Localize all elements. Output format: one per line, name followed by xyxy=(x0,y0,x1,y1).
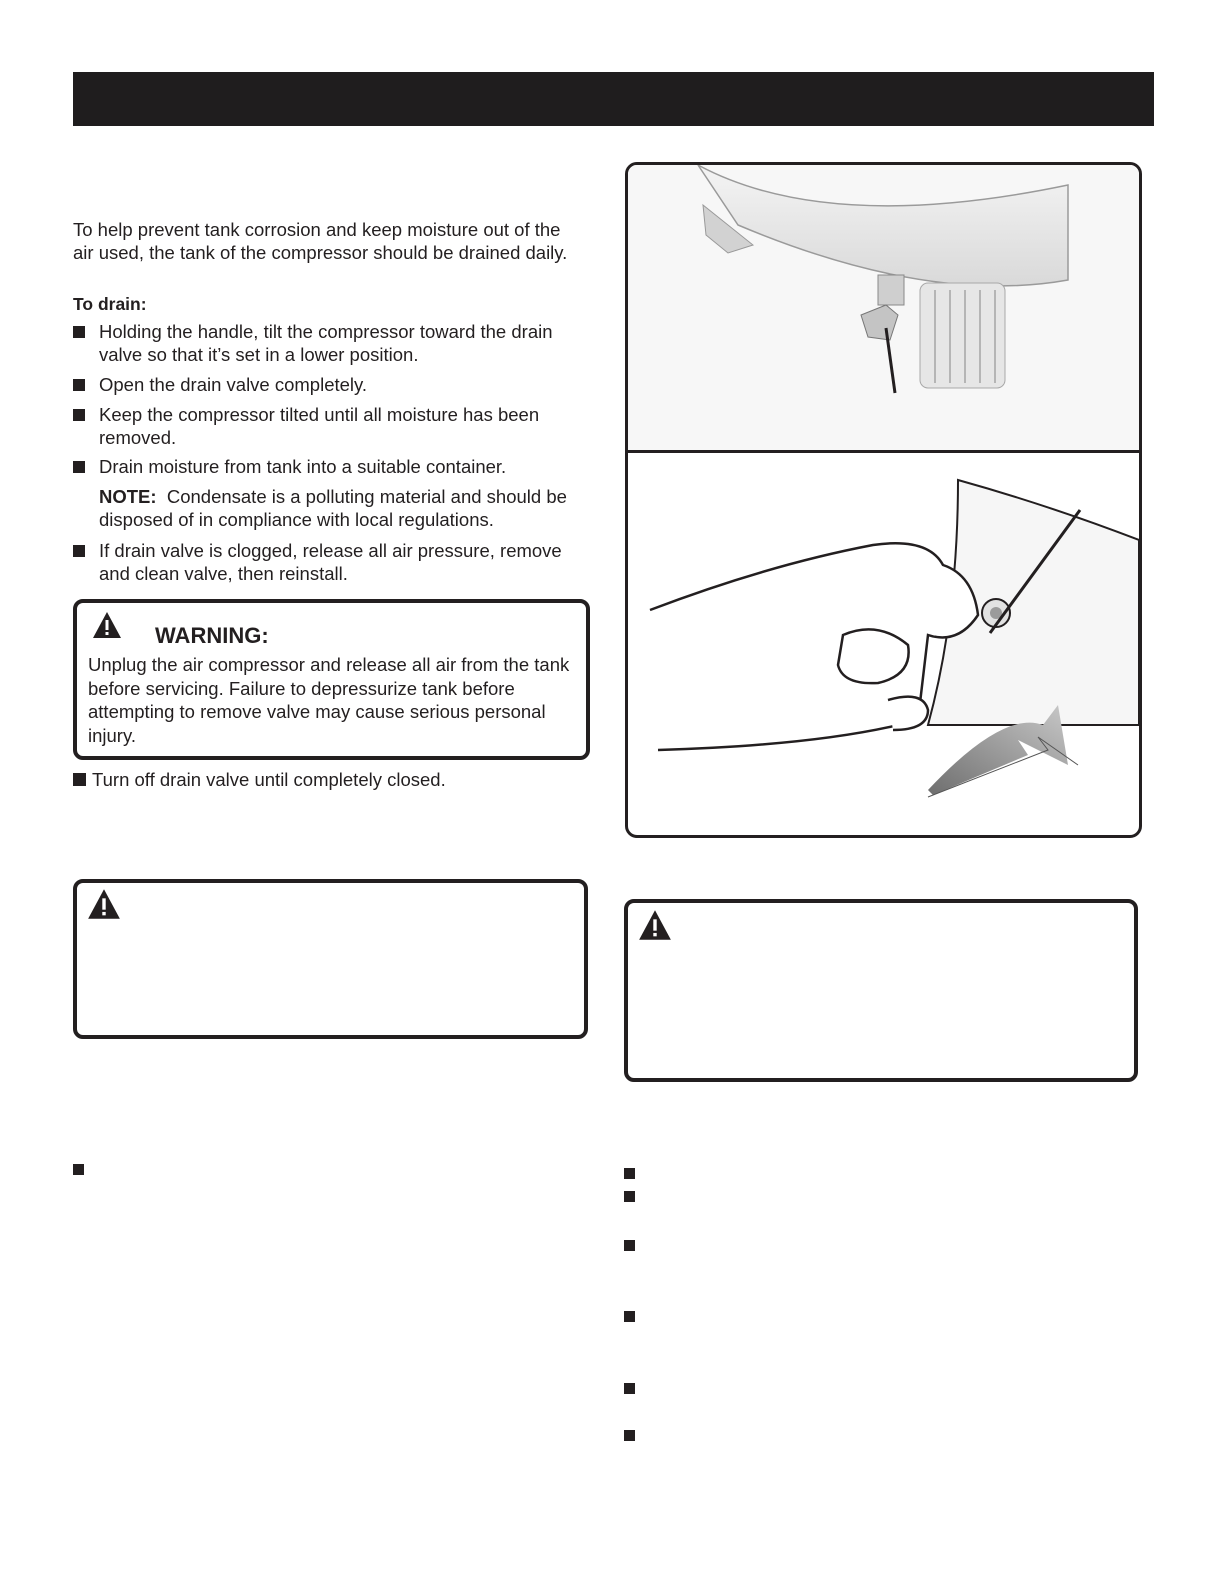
drain-valve-illustration xyxy=(625,162,1142,838)
square-bullet-icon xyxy=(624,1168,635,1179)
figure-divider xyxy=(628,450,1139,453)
square-bullet-icon xyxy=(624,1311,635,1322)
square-bullet-icon xyxy=(624,1383,635,1394)
warning-box-empty xyxy=(73,879,588,1039)
square-bullet-icon xyxy=(73,326,85,338)
square-bullet-icon xyxy=(624,1240,635,1251)
warning-triangle-icon xyxy=(92,611,122,639)
step-text: Drain moisture from tank into a suitable container. xyxy=(99,456,507,477)
square-bullet-icon xyxy=(624,1191,635,1202)
to-drain-heading: To drain: xyxy=(73,294,147,314)
compressor-drain-drawing xyxy=(628,165,1139,835)
intro-paragraph: To help prevent tank corrosion and keep moisture out of the air used, the tank of the compressor should be drained daily. xyxy=(73,219,568,263)
square-bullet-icon xyxy=(73,1164,84,1175)
square-bullet-icon xyxy=(624,1430,635,1441)
step-text: Turn off drain valve until completely closed. xyxy=(92,769,446,790)
warning-box xyxy=(73,599,590,760)
warning-body: Unplug the air compressor and release all air from the tank before servicing. Failure to depressurize tank before attempting to remove valve may cause serious personal injury. xyxy=(88,654,570,746)
warning-triangle-icon xyxy=(87,888,121,920)
step-item xyxy=(73,403,553,449)
square-bullet-icon xyxy=(73,545,85,557)
note-label: NOTE: xyxy=(99,486,157,507)
warning-triangle-icon xyxy=(638,909,672,941)
step-item xyxy=(73,768,446,791)
step-text: Holding the handle, tilt the compressor toward the drain valve so that it’s set in a lower position. xyxy=(99,321,553,365)
note-paragraph xyxy=(99,485,599,531)
section-header-bar xyxy=(73,72,1154,126)
step-item xyxy=(73,373,553,396)
square-bullet-icon xyxy=(73,409,85,421)
warning-title: WARNING: xyxy=(155,623,269,648)
step-item xyxy=(73,539,593,585)
warning-box-empty xyxy=(624,899,1138,1082)
step-text: Open the drain valve completely. xyxy=(99,374,368,395)
note-text: Condensate is a polluting material and should be disposed of in compliance with local regulations. xyxy=(99,486,567,530)
step-text: If drain valve is clogged, release all air pressure, remove and clean valve, then reinstall. xyxy=(99,540,562,584)
square-bullet-icon xyxy=(73,461,85,473)
square-bullet-icon xyxy=(73,773,86,786)
step-item xyxy=(73,320,553,366)
step-text: Keep the compressor tilted until all moisture has been removed. xyxy=(99,404,540,448)
step-item xyxy=(73,455,573,478)
square-bullet-icon xyxy=(73,379,85,391)
